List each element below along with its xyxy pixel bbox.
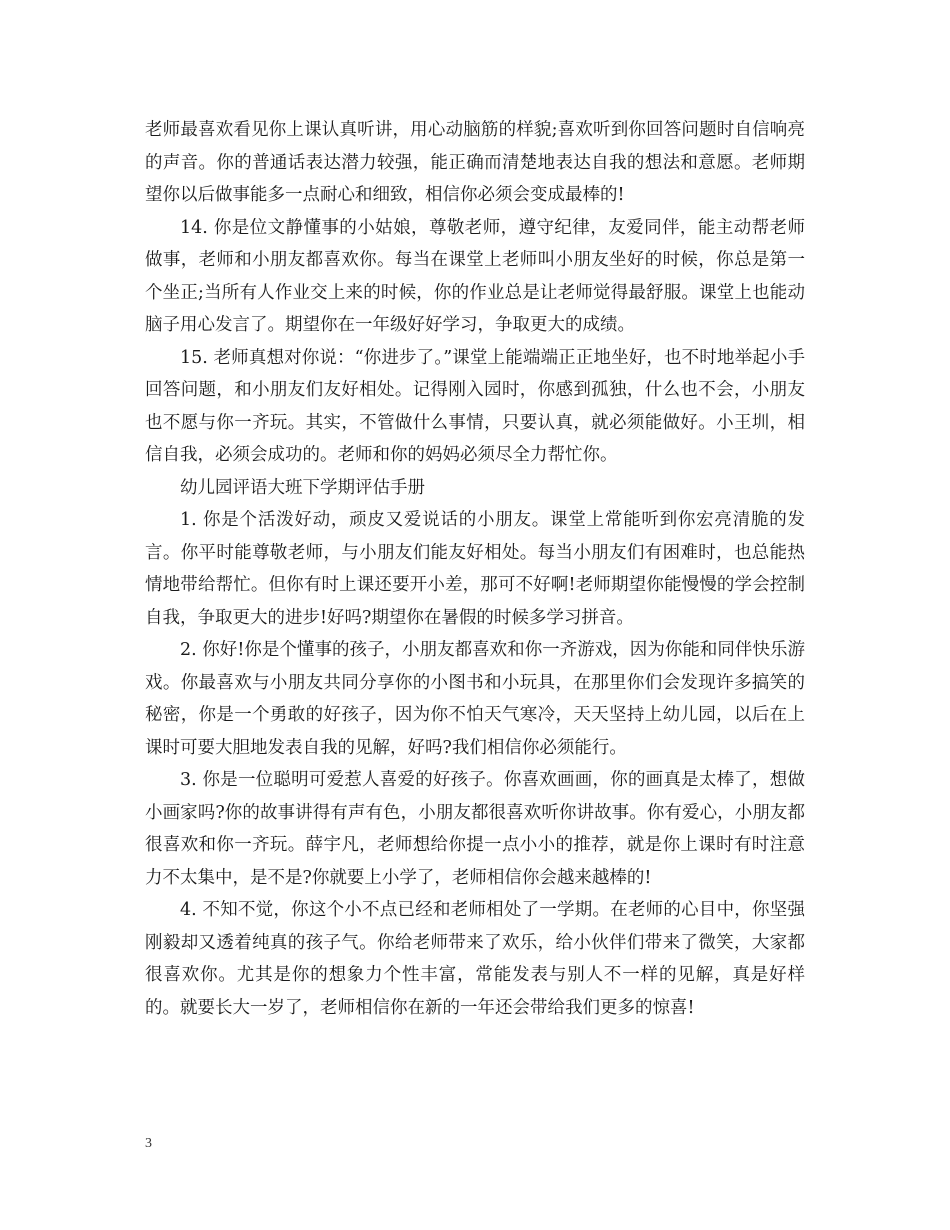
paragraph-item-15: 15. 老师真想对你说：“你进步了。”课堂上能端端正正地坐好，也不时地举起小手回答问题，和小朋友们友好相处。记得刚入园时，你感到孤独，什么也不会，小朋友也不愿与你一齐玩。其实，不管做什么事情，只要认真，就必须能做好。小王圳，相信自我，必须会成功的。老师和你的妈妈必须尽全力帮忙你。 [145,347,805,465]
document-body [145,114,805,1024]
paragraph-item-2: 2. 你好!你是个懂事的孩子，小朋友都喜欢和你一齐游戏，因为你能和同伴快乐游戏。你最喜欢与小朋友共同分享你的小图书和小玩具，在那里你们会发现许多搞笑的秘密，你是一个勇敢的好孩子，因为你不怕天气寒冷，天天坚持上幼儿园，以后在上课时可要大胆地发表自我的见解，好吗?我们相信你必须能行。 [145,640,805,758]
paragraph-intro: 老师最喜欢看见你上课认真听讲，用心动脑筋的样貌;喜欢听到你回答问题时自信响亮的声音。你的普通话表达潜力较强，能正确而清楚地表达自我的想法和意愿。老师期望你以后做事能多一点耐心和细致，相信你必须会变成最棒的! [145,120,805,205]
section-heading: 幼儿园评语大班下学期评估手册 [180,477,425,498]
paragraph-item-3: 3. 你是一位聪明可爱惹人喜爱的好孩子。你喜欢画画，你的画真是太棒了，想做小画家吗?你的故事讲得有声有色，小朋友都很喜欢听你讲故事。你有爱心，小朋友都很喜欢和你一齐玩。薛宇凡，老师想给你提一点小小的推荐，就是你上课时有时注意力不太集中，是不是?你就要上小学了，老师相信你会越来越棒的! [145,770,805,888]
paragraph-item-14: 14. 你是位文静懂事的小姑娘，尊敬老师，遵守纪律，友爱同伴，能主动帮老师做事，老师和小朋友都喜欢你。每当在课堂上老师叫小朋友坐好的时候，你总是第一个坐正;当所有人作业交上来的时候，你的作业总是让老师觉得最舒服。课堂上也能动脑子用心发言了。期望你在一年级好好学习，争取更大的成绩。 [145,217,805,335]
paragraph-item-1: 1. 你是个活泼好动，顽皮又爱说话的小朋友。课堂上常能听到你宏亮清脆的发言。你平时能尊敬老师，与小朋友们能友好相处。每当小朋友们有困难时，也总能热情地带给帮忙。但你有时上课还要开小差，那可不好啊!老师期望你能慢慢的学会控制自我，争取更大的进步!好吗?期望你在暑假的时候多学习拼音。 [145,510,805,628]
page-number: 3 [145,1136,152,1151]
paragraph-item-4: 4. 不知不觉，你这个小不点已经和老师相处了一学期。在老师的心目中，你坚强刚毅却又透着纯真的孩子气。你给老师带来了欢乐，给小伙伴们带来了微笑，大家都很喜欢你。尤其是你的想象力个性丰富，常能发表与别人不一样的见解，真是好样的。就要长大一岁了，老师相信你在新的一年还会带给我们更多的惊喜! [145,900,805,1018]
